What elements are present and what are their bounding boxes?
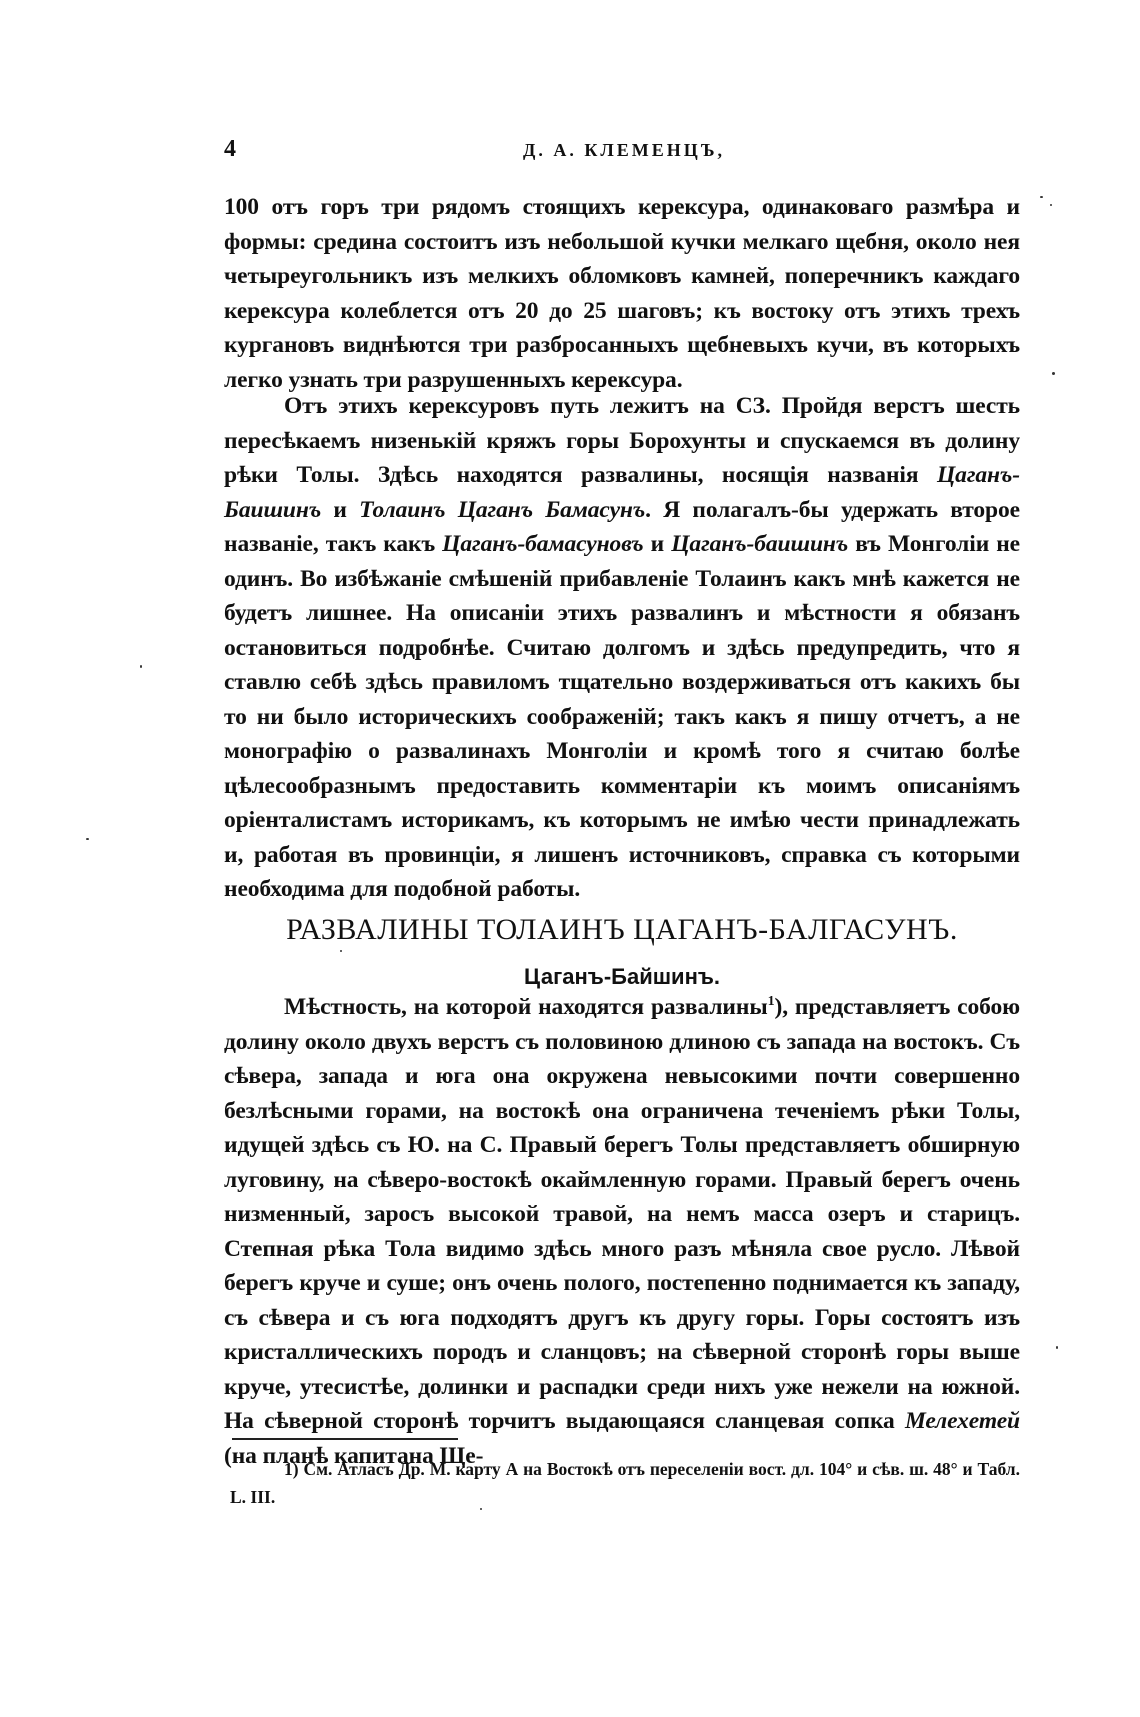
speck xyxy=(86,838,89,840)
subsection-title: Цаганъ-Байшинъ. xyxy=(523,964,721,989)
paragraph-3-text xyxy=(224,990,1020,1473)
p3-italic-1: Мелехетей xyxy=(904,1408,1020,1434)
footnote-reference[interactable]: 1 xyxy=(767,994,775,1010)
p2-segment-1: Отъ этихъ керексуровъ путь лежитъ на СЗ. Пройдя верстъ шесть пересѣкаемъ низенькій кряжъ горы Борохунты и спускаемся въ долину рѣки Толы. Здѣсь находятся развалины, носящія названія xyxy=(224,393,1020,488)
p2-italic-2: Толаинъ Цаганъ Бамасунъ xyxy=(359,496,646,523)
running-head: Д. А. КЛЕМЕНЦЪ, xyxy=(522,140,726,160)
speck xyxy=(340,950,342,952)
paragraph-1-text: 100 отъ горъ три рядомъ стоящихъ керексура, одинаковаго размѣра и формы: средина состоитъ изъ небольшой кучки мелкаго щебня, около нея четыреугольникъ изъ мелкихъ обломковъ камней, поперечникъ каждаго керексура колеблется отъ 20 до 25 шаговъ; къ востоку отъ этихъ трехъ кургановъ виднѣются три разбросанныхъ щебневыхъ кучи, въ которыхъ легко узнать три разрушенныхъ керексура. xyxy=(224,194,1020,393)
p2-segment-4: и xyxy=(643,531,672,557)
p2-italic-1: Цаганъ-Баишинъ xyxy=(224,462,1020,523)
speck xyxy=(140,665,142,668)
speck xyxy=(1052,372,1055,375)
p2-italic-3: Цаганъ-бамасуновъ xyxy=(442,531,644,557)
p2-segment-5: въ Монголіи не одинъ. Во избѣжаніе смѣшеній прибавленіе Толаинъ какъ мнѣ кажется не будетъ лишнее. На описаніи этихъ развалинъ и мѣстности я обязанъ остановиться подробнѣе. Считаю долгомъ и здѣсь предупредить, что я ставлю себѣ здѣсь правиломъ тщательно воздерживаться отъ какихъ бы то ни было историческихъ соображеній; такъ какъ я пишу отчетъ, а не монографію о развалинахъ Монголіи и кромѣ того я считаю болѣе цѣлесообразнымъ предоставить комментаріи къ моимъ описаніямъ оріенталистамъ историкамъ, къ которымъ не имѣю чести принадлежать и, работая въ провинціи, я лишенъ источниковъ, справка съ которыми необходима для подобной работы. xyxy=(224,531,1021,902)
paragraph-1 xyxy=(224,190,1020,397)
footnote xyxy=(230,1455,1020,1511)
footnote-divider xyxy=(232,1438,458,1440)
speck xyxy=(1040,196,1043,198)
speck xyxy=(1056,1346,1058,1349)
section-title: РАЗВАЛИНЫ ТОЛАИНЪ ЦАГАНЪ-БАЛГАСУНЪ. xyxy=(286,912,958,946)
page-number: 4 xyxy=(224,136,236,162)
paragraph-3 xyxy=(224,990,1020,1473)
speck xyxy=(480,1508,482,1510)
p3-segment-2: ), представляетъ собою долину около двухъ верстъ съ половиною длиною съ запада на востокъ. Съ сѣвера, запада и юга она окружена невысокими почти совершенно безлѣсными горами, на востокѣ она ограничена теченіемъ рѣки Толы, идущей здѣсь съ Ю. на С. Правый берегъ Толы представляетъ обширную луговину, на сѣверо-востокѣ окаймленную горами. Правый берегъ очень низменный, заросъ высокой травой, на немъ масса озеръ и старицъ. Степная рѣка Тола видимо здѣсь много разъ мѣняла свое русло. Лѣвой берегъ круче и суше; онъ очень полого, постепенно поднимается къ западу, съ сѣвера и съ юга подходятъ другъ къ другу горы. Горы состоятъ изъ кристаллическихъ породъ и сланцовъ; на сѣверной сторонѣ горы выше круче, утесистѣе, долинки и распадки среди нихъ уже нежели на южной. На сѣверной сторонѣ торчитъ выдающаяся сланцевая сопка xyxy=(224,994,1020,1434)
p3-segment-3: (на планѣ капитана Ще- xyxy=(224,1442,484,1469)
p2-segment-3: . Я полагалъ-бы удержать второе названіе, такъ какъ xyxy=(224,496,1020,557)
speck xyxy=(1050,204,1052,206)
paragraph-2-text xyxy=(224,389,1020,907)
footnote-text: 1) См. Атласъ Др. М. карту А на Востокѣ отъ переселеніи вост. дл. 104° и сѣв. ш. 48° и Табл. L. III. xyxy=(230,1459,1020,1507)
paragraph-2 xyxy=(224,389,1020,907)
page-header xyxy=(224,136,1024,170)
p2-segment-2: и xyxy=(321,496,360,523)
p2-italic-4: Цаганъ-баишинъ xyxy=(671,531,849,557)
p3-segment-1: Мѣстность, на которой находятся развалины xyxy=(284,994,768,1020)
